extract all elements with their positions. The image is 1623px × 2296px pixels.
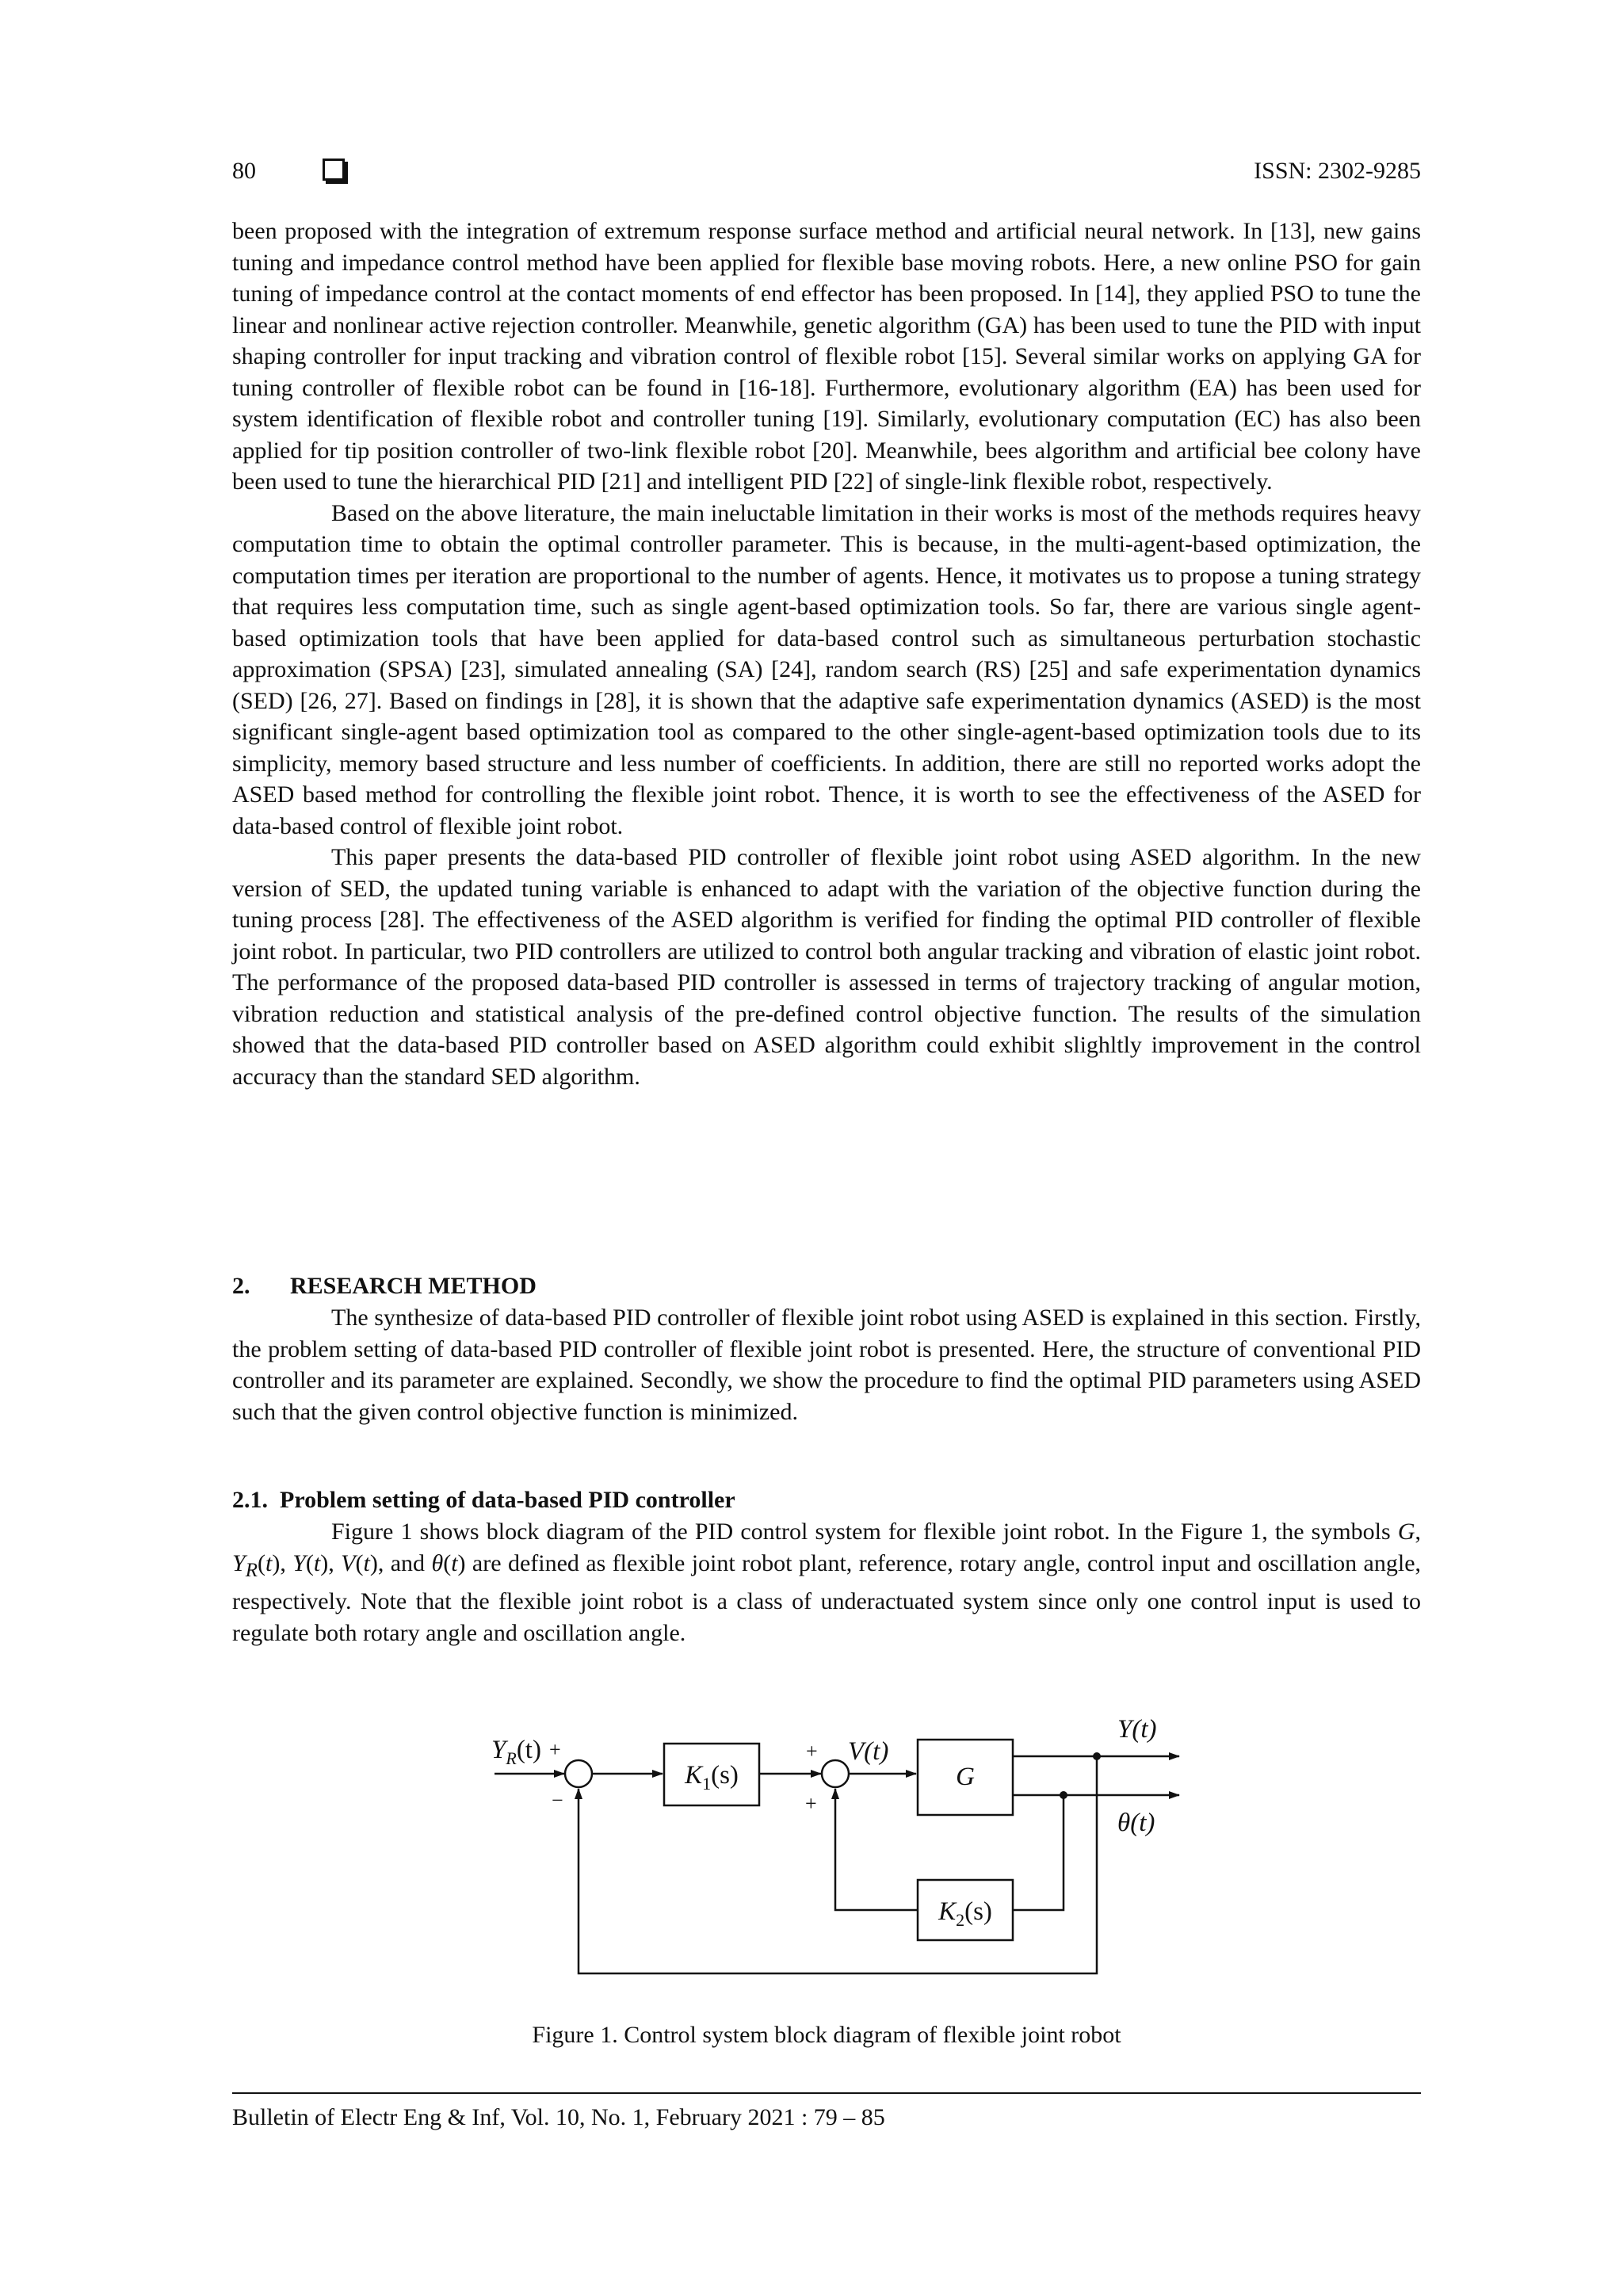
section-number: 2.: [232, 1273, 250, 1299]
theta-branch-dot: [1060, 1791, 1067, 1799]
sum2-plus-top: +: [806, 1740, 818, 1763]
symbol-theta: θ(t): [431, 1549, 466, 1576]
y-branch-dot: [1093, 1752, 1101, 1760]
paragraph-3: This paper presents the data-based PID controller of flexible joint robot using ASED algorithm. In the new version of SED, the updated tuning variable is enhanced to adapt with the variation of the objective function during the tuning process [28]. The effectiveness of the ASED algorithm is verified for finding the optimal PID controller of flexible joint robot. In particular, two PID controllers are utilized to control both angular tracking and vibration of elastic joint robot. The performance of the proposed data-based PID controller is assessed in terms of trajectory tracking of angular motion, vibration reduction and statistical analysis of the pre-defined control objective function. The results of the simulation showed that the data-based PID controller based on ASED algorithm could exhibit slighltly improvement in the control accuracy than the standard SED algorithm.: [232, 844, 1421, 1090]
y-output-label: Y(t): [1117, 1715, 1157, 1744]
summing-junction-1: [565, 1760, 592, 1787]
v-label: V(t): [848, 1737, 889, 1766]
theta-output-label: θ(t): [1117, 1809, 1155, 1837]
square-bullet-icon: [323, 159, 345, 181]
body-text: [232, 216, 1421, 1092]
subsection-paragraph: Figure 1 shows block diagram of the PID control system for flexible joint robot. In the Figure 1, the symbols G, $Y_R(t)$, Y(t), V(t), and θ(t) are defined as flexible joint robot plant, reference, rotary angle, control input and oscillation angle, respectively. Note that the flexible joint robot is a class of underactuated system since only one control input is used to regulate both rotary angle and oscillation angle.: [232, 1519, 1422, 1646]
subsection-heading: [232, 1484, 735, 1516]
symbol-y: Y(t): [292, 1549, 329, 1576]
page-number: 80: [232, 158, 256, 184]
theta-to-k2-path: [1013, 1795, 1064, 1910]
page-header: [232, 155, 1421, 187]
symbol-yr: $Y_R(t)$: [232, 1549, 281, 1581]
subsection-text: [232, 1516, 1421, 1648]
inner-feedback-path: [835, 1789, 918, 1910]
footer-rule: [232, 2092, 1421, 2094]
figure-caption: Figure 1. Control system block diagram of flexible joint robot: [532, 2022, 1121, 2048]
section-title: RESEARCH METHOD: [290, 1273, 537, 1299]
paragraph-2: Based on the above literature, the main ineluctable limitation in their works is most of the methods requires heavy computation time to obtain the optimal controller parameter. This is because, in the multi-agent-based optimization, the computation times per iteration are proportional to the number of agents. Hence, it motivates us to propose a tuning strategy that requires less computation time, such as single agent-based optimization tools. So far, there are various single agent-based optimization tools that have been applied for data-based control such as simultaneous perturbation stochastic approximation (SPSA) [23], simulated annealing (SA) [24], random search (RS) [25] and safe experimentation dynamics (SED) [26, 27]. Based on findings in [28], it is shown that the adaptive safe experimentation dynamics (ASED) is the most significant single-agent based optimization tool as compared to the other single-agent-based optimization tools due to its simplicity, memory based structure and less number of coefficients. In addition, there are still no reported works adopt the ASED based method for controlling the flexible joint robot. Thence, it is worth to see the effectiveness of the ASED for data-based control of flexible joint robot.: [232, 499, 1421, 839]
issn: ISSN: 2302-9285: [1254, 158, 1421, 184]
k2-label: $K_2(s)$: [938, 1897, 992, 1930]
sum1-plus-sign: +: [549, 1738, 561, 1761]
figure-1-block-diagram: [475, 1696, 1189, 1997]
block-diagram-svg: [475, 1696, 1189, 1997]
subsection-title: Problem setting of data-based PID controller: [280, 1487, 735, 1513]
page-footer: Bulletin of Electr Eng & Inf, Vol. 10, No. 1, February 2021 : 79 – 85: [232, 2104, 885, 2130]
outer-feedback-path: [579, 1756, 1097, 1973]
section-heading: [232, 1270, 537, 1302]
g-label: G: [956, 1763, 975, 1791]
reference-label: $Y_R(t)$: [491, 1736, 541, 1768]
sum2-plus-bottom: +: [805, 1792, 817, 1815]
section-text: [232, 1302, 1421, 1427]
section-paragraph: The synthesize of data-based PID controller of flexible joint robot using ASED is explained in this section. Firstly, the problem setting of data-based PID controller of flexible joint robot is presented. Here, the structure of conventional PID controller and its parameter are explained. Secondly, we show the procedure to find the optimal PID parameters using ASED such that the given control objective function is minimized.: [232, 1305, 1421, 1425]
symbol-v: V(t): [341, 1549, 378, 1576]
subsection-number: 2.1.: [232, 1487, 268, 1513]
k1-label: $K_1(s)$: [685, 1761, 739, 1794]
summing-junction-2: [822, 1760, 849, 1787]
sum1-minus-sign: −: [552, 1789, 563, 1812]
paragraph-1: been proposed with the integration of extremum response surface method and artificial neural network. In [13], new gains tuning and impedance control method have been applied for flexible base moving robots. Here, a new online PSO for gain tuning of impedance control at the contact moments of end effector has been proposed. In [14], they applied PSO to tune the linear and nonlinear active rejection controller. Meanwhile, genetic algorithm (GA) has been used to tune the PID with input shaping controller for input tracking and vibration control of flexible robot [15]. Several similar works on applying GA for tuning controller of flexible robot can be found in [16-18]. Furthermore, evolutionary algorithm (EA) has been used for system identification of flexible robot and controller tuning [19]. Similarly, evolutionary computation (EC) has also been applied for tip position controller of two-link flexible robot [20]. Meanwhile, bees algorithm and artificial bee colony have been used to tune the hierarchical PID [21] and intelligent PID [22] of single-link flexible robot, respectively.: [232, 218, 1421, 495]
symbol-g: G: [1397, 1519, 1415, 1545]
